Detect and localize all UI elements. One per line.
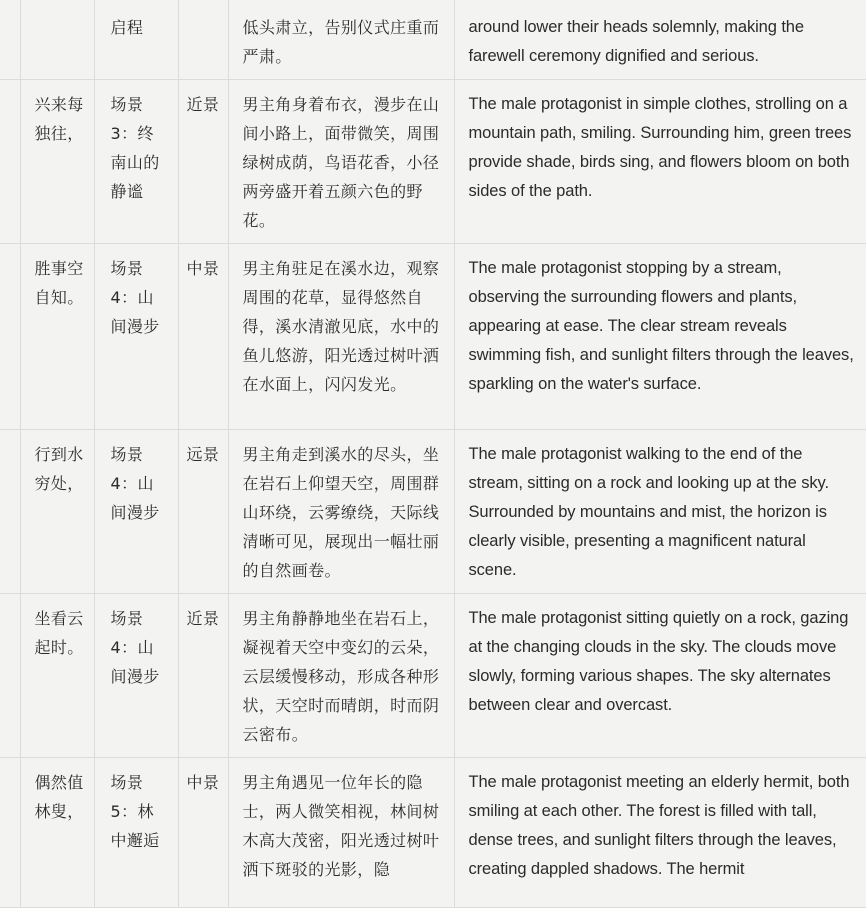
shot-cell: 中景 — [178, 244, 228, 430]
table-row — [0, 244, 866, 430]
table-row — [0, 80, 866, 244]
scene-cell: 场景5：林中邂逅 — [94, 758, 178, 908]
shot-cell: 近景 — [178, 594, 228, 758]
scene-cell: 场景4：山间漫步 — [94, 594, 178, 758]
table-row — [0, 594, 866, 758]
lyric-cell: 兴来每独往， — [20, 80, 94, 244]
scene-cell: 场景4：山间漫步 — [94, 430, 178, 594]
lyric-cell: 坐看云起时。 — [20, 594, 94, 758]
english-description-cell: The male protagonist sitting quietly on a rock, gazing at the changing clouds in the sky. The clouds move slowly, forming various shapes. The sky alternates between clear and overcast. — [454, 594, 866, 758]
row-gutter — [0, 758, 20, 908]
table-row — [0, 0, 866, 80]
chinese-description-cell: 男主角遇见一位年长的隐士，两人微笑相视，林间树木高大茂密，阳光透过树叶洒下斑驳的光影，隐 — [228, 758, 454, 908]
chinese-description-cell: 男主角驻足在溪水边，观察周围的花草，显得悠然自得，溪水清澈见底，水中的鱼儿悠游，阳光透过树叶洒在水面上，闪闪发光。 — [228, 244, 454, 430]
chinese-description-cell: 男主角静静地坐在岩石上，凝视着天空中变幻的云朵，云层缓慢移动，形成各种形状，天空时而晴朗，时而阴云密布。 — [228, 594, 454, 758]
scene-cell: 场景4：山间漫步 — [94, 244, 178, 430]
english-description-cell: The male protagonist meeting an elderly hermit, both smiling at each other. The forest is filled with tall, dense trees, and sunlight filters through the leaves, creating dappled shadows. The hermit — [454, 758, 866, 908]
scene-cell: 启程 — [94, 0, 178, 80]
shot-cell: 远景 — [178, 430, 228, 594]
shot-cell: 近景 — [178, 80, 228, 244]
shot-cell: 中景 — [178, 758, 228, 908]
lyric-cell: 行到水穷处， — [20, 430, 94, 594]
row-gutter — [0, 80, 20, 244]
chinese-description-cell: 低头肃立，告别仪式庄重而严肃。 — [228, 0, 454, 80]
row-gutter — [0, 430, 20, 594]
row-gutter — [0, 594, 20, 758]
lyric-cell — [20, 0, 94, 80]
table-row — [0, 430, 866, 594]
english-description-cell: The male protagonist in simple clothes, strolling on a mountain path, smiling. Surrounding him, green trees provide shade, birds sing, and flowers bloom on both sides of the path. — [454, 80, 866, 244]
chinese-description-cell: 男主角走到溪水的尽头，坐在岩石上仰望天空，周围群山环绕，云雾缭绕，天际线清晰可见，展现出一幅壮丽的自然画卷。 — [228, 430, 454, 594]
shot-cell — [178, 0, 228, 80]
table-row — [0, 758, 866, 908]
english-description-cell: around lower their heads solemnly, making the farewell ceremony dignified and serious. — [454, 0, 866, 80]
english-description-cell: The male protagonist walking to the end of the stream, sitting on a rock and looking up at the sky. Surrounded by mountains and mist, the horizon is clearly visible, presenting a magnificent natural scene. — [454, 430, 866, 594]
scene-cell: 场景3：终南山的静谧 — [94, 80, 178, 244]
chinese-description-cell: 男主角身着布衣，漫步在山间小路上，面带微笑，周围绿树成荫，鸟语花香，小径两旁盛开着五颜六色的野花。 — [228, 80, 454, 244]
lyric-cell: 偶然值林叟， — [20, 758, 94, 908]
row-gutter — [0, 244, 20, 430]
english-description-cell: The male protagonist stopping by a stream, observing the surrounding flowers and plants, appearing at ease. The clear stream reveals swimming fish, and sunlight filters through the leaves, sparkling on the water's surface. — [454, 244, 866, 430]
lyric-cell: 胜事空自知。 — [20, 244, 94, 430]
row-gutter — [0, 0, 20, 80]
